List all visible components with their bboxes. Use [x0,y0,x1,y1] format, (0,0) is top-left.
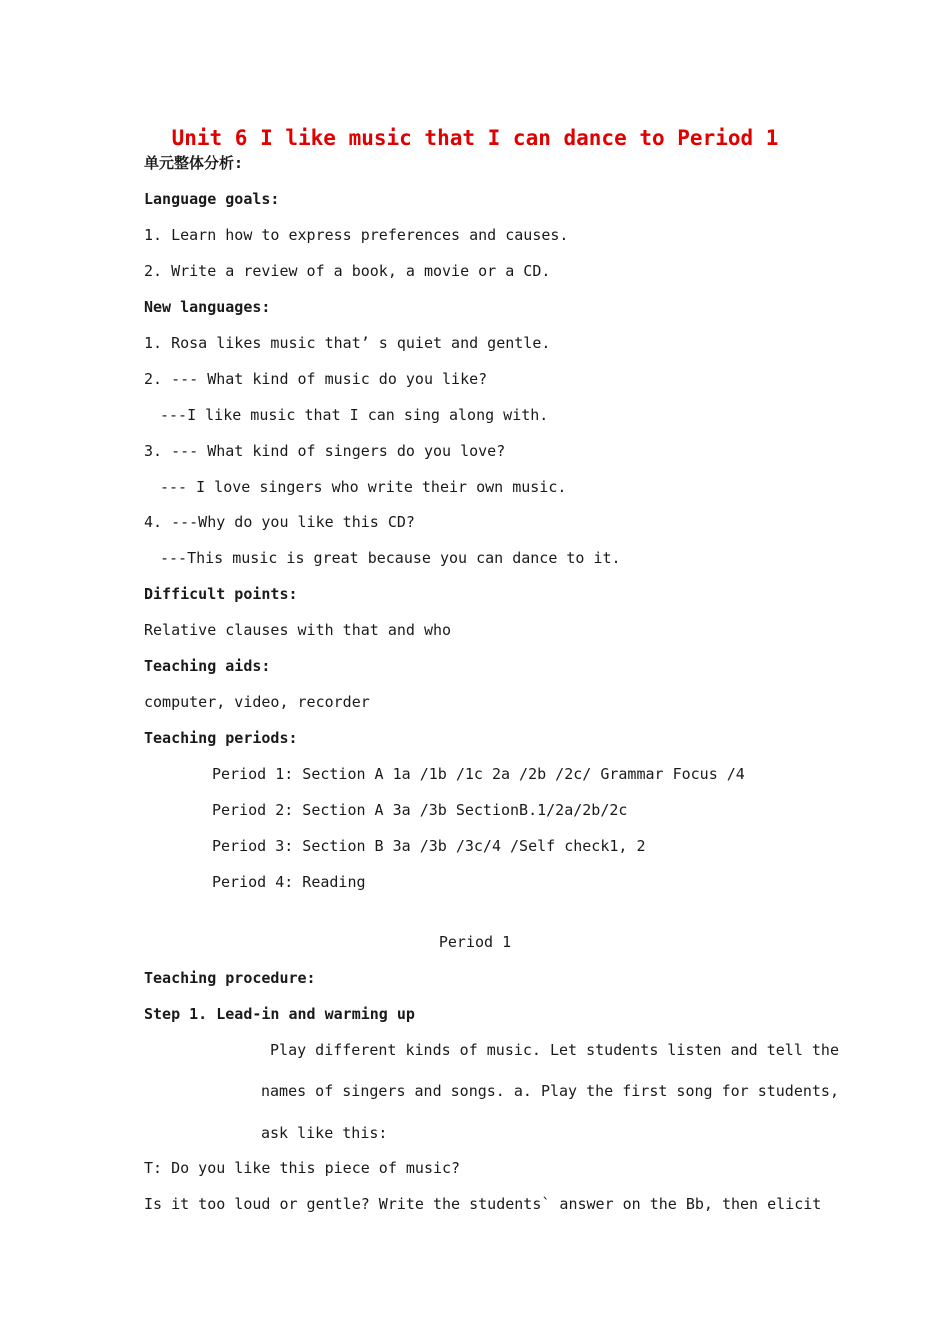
teaching-aids-heading: Teaching aids: [144,657,271,675]
unit-analysis-heading: 单元整体分析: [144,154,244,172]
step1-line: names of singers and songs. a. Play the first song for students, [261,1082,839,1100]
new-languages-heading: New languages: [144,298,271,316]
teaching-procedure-heading: Teaching procedure: [144,969,316,987]
step1-line: Play different kinds of music. Let students listen and tell the [261,1041,839,1059]
teaching-period-item: Period 4: Reading [212,873,366,891]
language-goal-item: 2. Write a review of a book, a movie or a CD. [144,262,551,280]
document-title: Unit 6 I like music that I can dance to Period 1 [171,126,779,150]
period-heading: Period 1 [438,933,512,951]
language-goal-item: 1. Learn how to express preferences and causes. [144,226,569,244]
difficult-points-heading: Difficult points: [144,585,298,603]
teaching-aids-text: computer, video, recorder [144,693,370,711]
teaching-period-item: Period 2: Section A 3a /3b SectionB.1/2a/2b/2c [212,801,628,819]
dialogue-line: Is it too loud or gentle? Write the students` answer on the Bb, then elicit [144,1195,822,1213]
teaching-period-item: Period 3: Section B 3a /3b /3c/4 /Self check1, 2 [212,837,646,855]
dialogue-line: T: Do you like this piece of music? [144,1159,461,1177]
new-language-line: ---I like music that I can sing along with. [160,406,549,424]
new-language-line: 4. ---Why do you like this CD? [144,513,415,531]
new-language-line: 3. --- What kind of singers do you love? [144,442,506,460]
step1-heading: Step 1. Lead-in and warming up [144,1005,415,1023]
language-goals-heading: Language goals: [144,190,280,208]
difficult-points-text: Relative clauses with that and who [144,621,452,639]
new-language-line: 1. Rosa likes music that’ s quiet and gentle. [144,334,551,352]
teaching-periods-heading: Teaching periods: [144,729,298,747]
teaching-period-item: Period 1: Section A 1a /1b /1c 2a /2b /2c/ Grammar Focus /4 [212,765,745,783]
new-language-line: ---This music is great because you can dance to it. [160,549,621,567]
new-language-line: 2. --- What kind of music do you like? [144,370,488,388]
step1-line: ask like this: [261,1124,388,1142]
new-language-line: --- I love singers who write their own music. [160,478,567,496]
